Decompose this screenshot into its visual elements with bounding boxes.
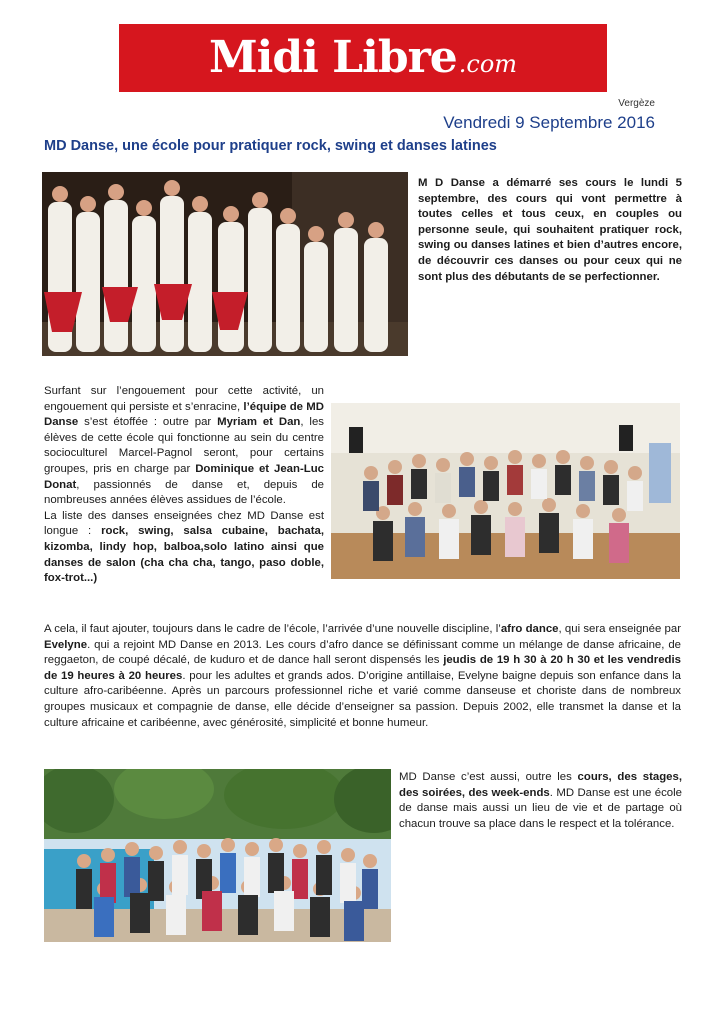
midilibre-logo[interactable] — [119, 24, 607, 92]
paragraph-text: La liste des danses enseignées chez MD Danse est longue : — [44, 509, 324, 538]
paragraph-text: . pour les adultes et grands ados. D’origine antillaise, Evelyne baigne depuis son enfance dans la culture afro-caribéenne. Après un parcours professionnel riche et varié comme danseuse et choriste dans de nombreux groupes musicaux et compagnie de danse, elle décide d’enseigner sa passion. Depuis 2002, elle transmet la danse et la culture africaine et caribéenne, avec générosité, simplicité et bonne humeur. — [44, 669, 681, 729]
article-paragraph-closing — [399, 770, 682, 832]
paragraph-emphasis: cours, des stages, des soirées, des week-ends — [399, 771, 682, 799]
paragraph-text: . qui a rejoint MD Danse en 2013. Les cours d’afro dance se définissant comme un mélange de danse africaine, de reggaeton, de coupé décalé, de kuduro et de dance hall seront dispensés les — [44, 638, 681, 667]
outdoor-weekend-group-photo — [44, 769, 391, 942]
paragraph-emphasis: l’équipe de MD Danse — [44, 400, 325, 429]
paragraph-text: Surfant sur l’engouement pour cette activité, un engouement qui persiste et s’enracine, — [44, 385, 324, 413]
paragraph-emphasis: jeudis de 19 h 30 à 20 h 30 et les vendredis de 19 heures à 20 heures — [44, 654, 681, 682]
logo-brand-name: Midi Libre — [208, 32, 457, 83]
paragraph-text: s’est étoffée : outre par — [78, 416, 218, 429]
article-intro: M D Danse a démarré ses cours le lundi 5 septembre, des cours qui vont permettre à toutes celles et tous ceux, en couples ou personne seule, qui souhaitent pratiquer rock, swing ou danses latines et bien d’autres encore, de découvrir ces danses ou pour ceux qui ne sont plus des débutants de se perfectionner. — [418, 177, 682, 283]
article-headline: MD Danse, une école pour pratiquer rock, swing et danses latines — [44, 138, 497, 154]
dancers-stage-photo — [42, 172, 408, 356]
article-date: Vendredi 9 Septembre 2016 — [443, 113, 655, 132]
article-paragraph-afro-dance — [44, 622, 681, 731]
paragraph-text: . MD Danse est une école de danse mais aussi un lieu de vie et de partage où chacun trouve sa place dans le respect et la tolérance. — [399, 786, 682, 830]
dance-class-group-photo — [331, 403, 680, 579]
article-paragraph-team — [44, 384, 324, 587]
paragraph-text: , les élèves de cette école qui fonctionne au sein du centre socioculturel Marcel-Pagnol seront, pour certains groupes, pris en charge par — [44, 416, 324, 475]
logo-brand-suffix: .com — [458, 50, 518, 78]
paragraph-emphasis: Dominique et Jean-Luc Donat — [44, 462, 324, 491]
paragraph-text: , passionnés de danse et, depuis de nombreuses années élèves assidues de l’école. — [44, 478, 324, 507]
paragraph-emphasis: rock, swing, salsa cubaine, bachata, kizomba, lindy hop, balboa,solo latino ainsi que danses de salon (cha cha cha, tango, paso doble, fox-trot...) — [44, 525, 325, 585]
article-location: Vergèze — [618, 98, 655, 109]
paragraph-text: A cela, il faut ajouter, toujours dans le cadre de l’école, l’arrivée d’une nouvelle discipline, l’ — [44, 623, 501, 635]
paragraph-text: , qui sera enseignée par — [558, 623, 681, 635]
paragraph-emphasis: Myriam et Dan — [217, 416, 301, 429]
paragraph-text: MD Danse c’est aussi, outre les — [399, 771, 578, 783]
paragraph-emphasis: Evelyne — [44, 638, 88, 651]
paragraph-emphasis: afro dance — [500, 623, 559, 635]
